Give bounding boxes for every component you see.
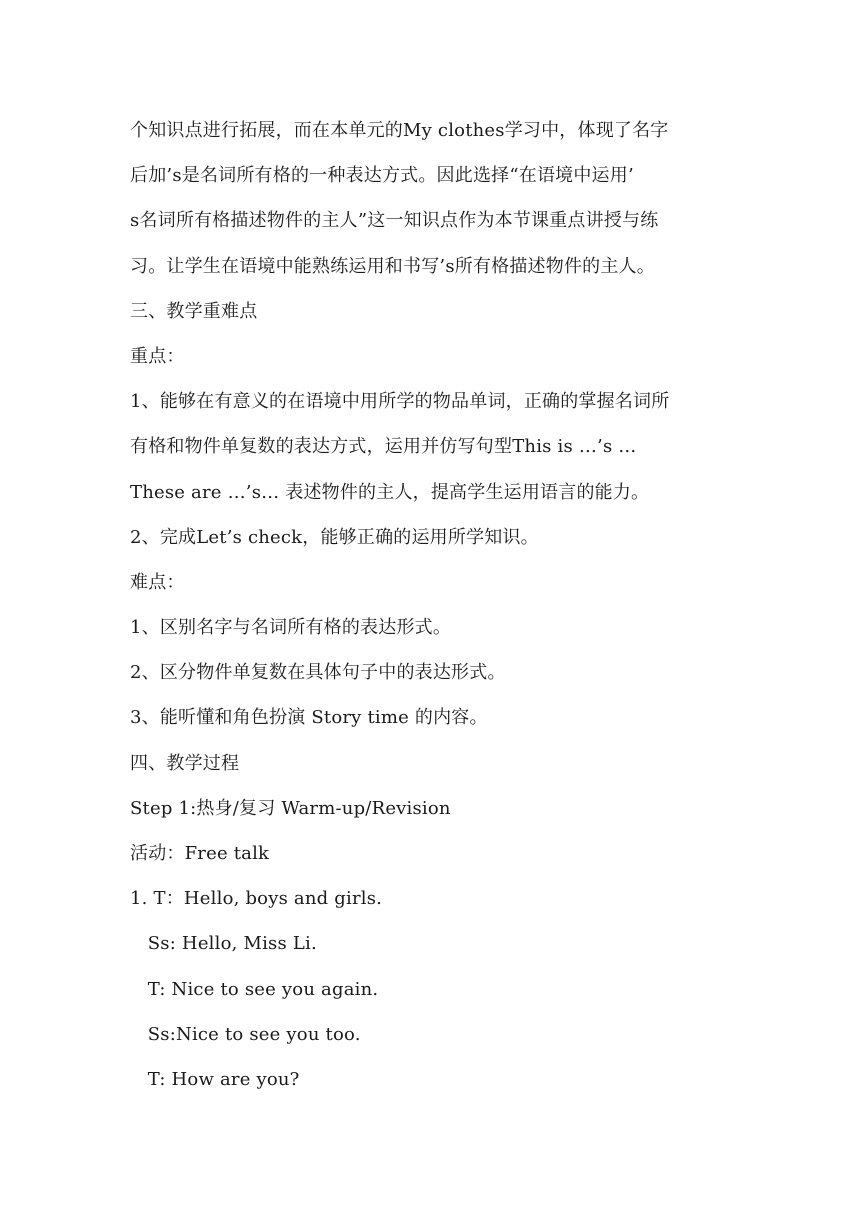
paragraph-line: 后加’s是名词所有格的一种表达方式。因此选择“在语境中运用’ xyxy=(130,165,634,187)
section-heading: 四、教学过程 xyxy=(130,752,240,774)
dialogue-line: Ss:Nice to see you too. xyxy=(130,1023,361,1045)
dialogue-line: 1. T：Hello, boys and girls. xyxy=(130,888,383,910)
list-item: 3、能听懂和角色扮演 Story time 的内容。 xyxy=(130,707,488,729)
list-item-continued: These are …’s… 表述物件的主人，提高学生运用语言的能力。 xyxy=(130,481,650,503)
step-heading: Step 1:热身/复习 Warm-up/Revision xyxy=(130,797,451,819)
subheading-key-points: 重点： xyxy=(130,345,185,367)
paragraph-line: 个知识点进行拓展，而在本单元的My clothes学习中，体现了名字 xyxy=(130,120,669,141)
list-item-continued: 有格和物件单复数的表达方式，运用并仿写句型This is …’s … xyxy=(130,436,637,458)
list-item: 1、区别名字与名词所有格的表达形式。 xyxy=(130,617,452,639)
paragraph-line: s名词所有格描述物件的主人”这一知识点作为本节课重点讲授与练 xyxy=(130,210,659,232)
list-item: 2、区分物件单复数在具体句子中的表达形式。 xyxy=(130,662,506,684)
dialogue-line: T: Nice to see you again. xyxy=(130,978,379,1000)
subheading-difficult-points: 难点： xyxy=(130,571,185,593)
section-heading: 三、教学重难点 xyxy=(130,300,258,322)
dialogue-line: Ss: Hello, Miss Li. xyxy=(130,933,317,955)
dialogue-line: T: How are you? xyxy=(130,1068,300,1090)
paragraph-line: 习。让学生在语境中能熟练运用和书写’s所有格描述物件的主人。 xyxy=(130,255,655,277)
activity-label: 活动：Free talk xyxy=(130,843,270,864)
list-item: 1、能够在有意义的在语境中用所学的物品单词，正确的掌握名词所 xyxy=(130,391,670,413)
document-body xyxy=(130,108,740,1102)
list-item: 2、完成Let’s check，能够正确的运用所学知识。 xyxy=(130,526,539,548)
